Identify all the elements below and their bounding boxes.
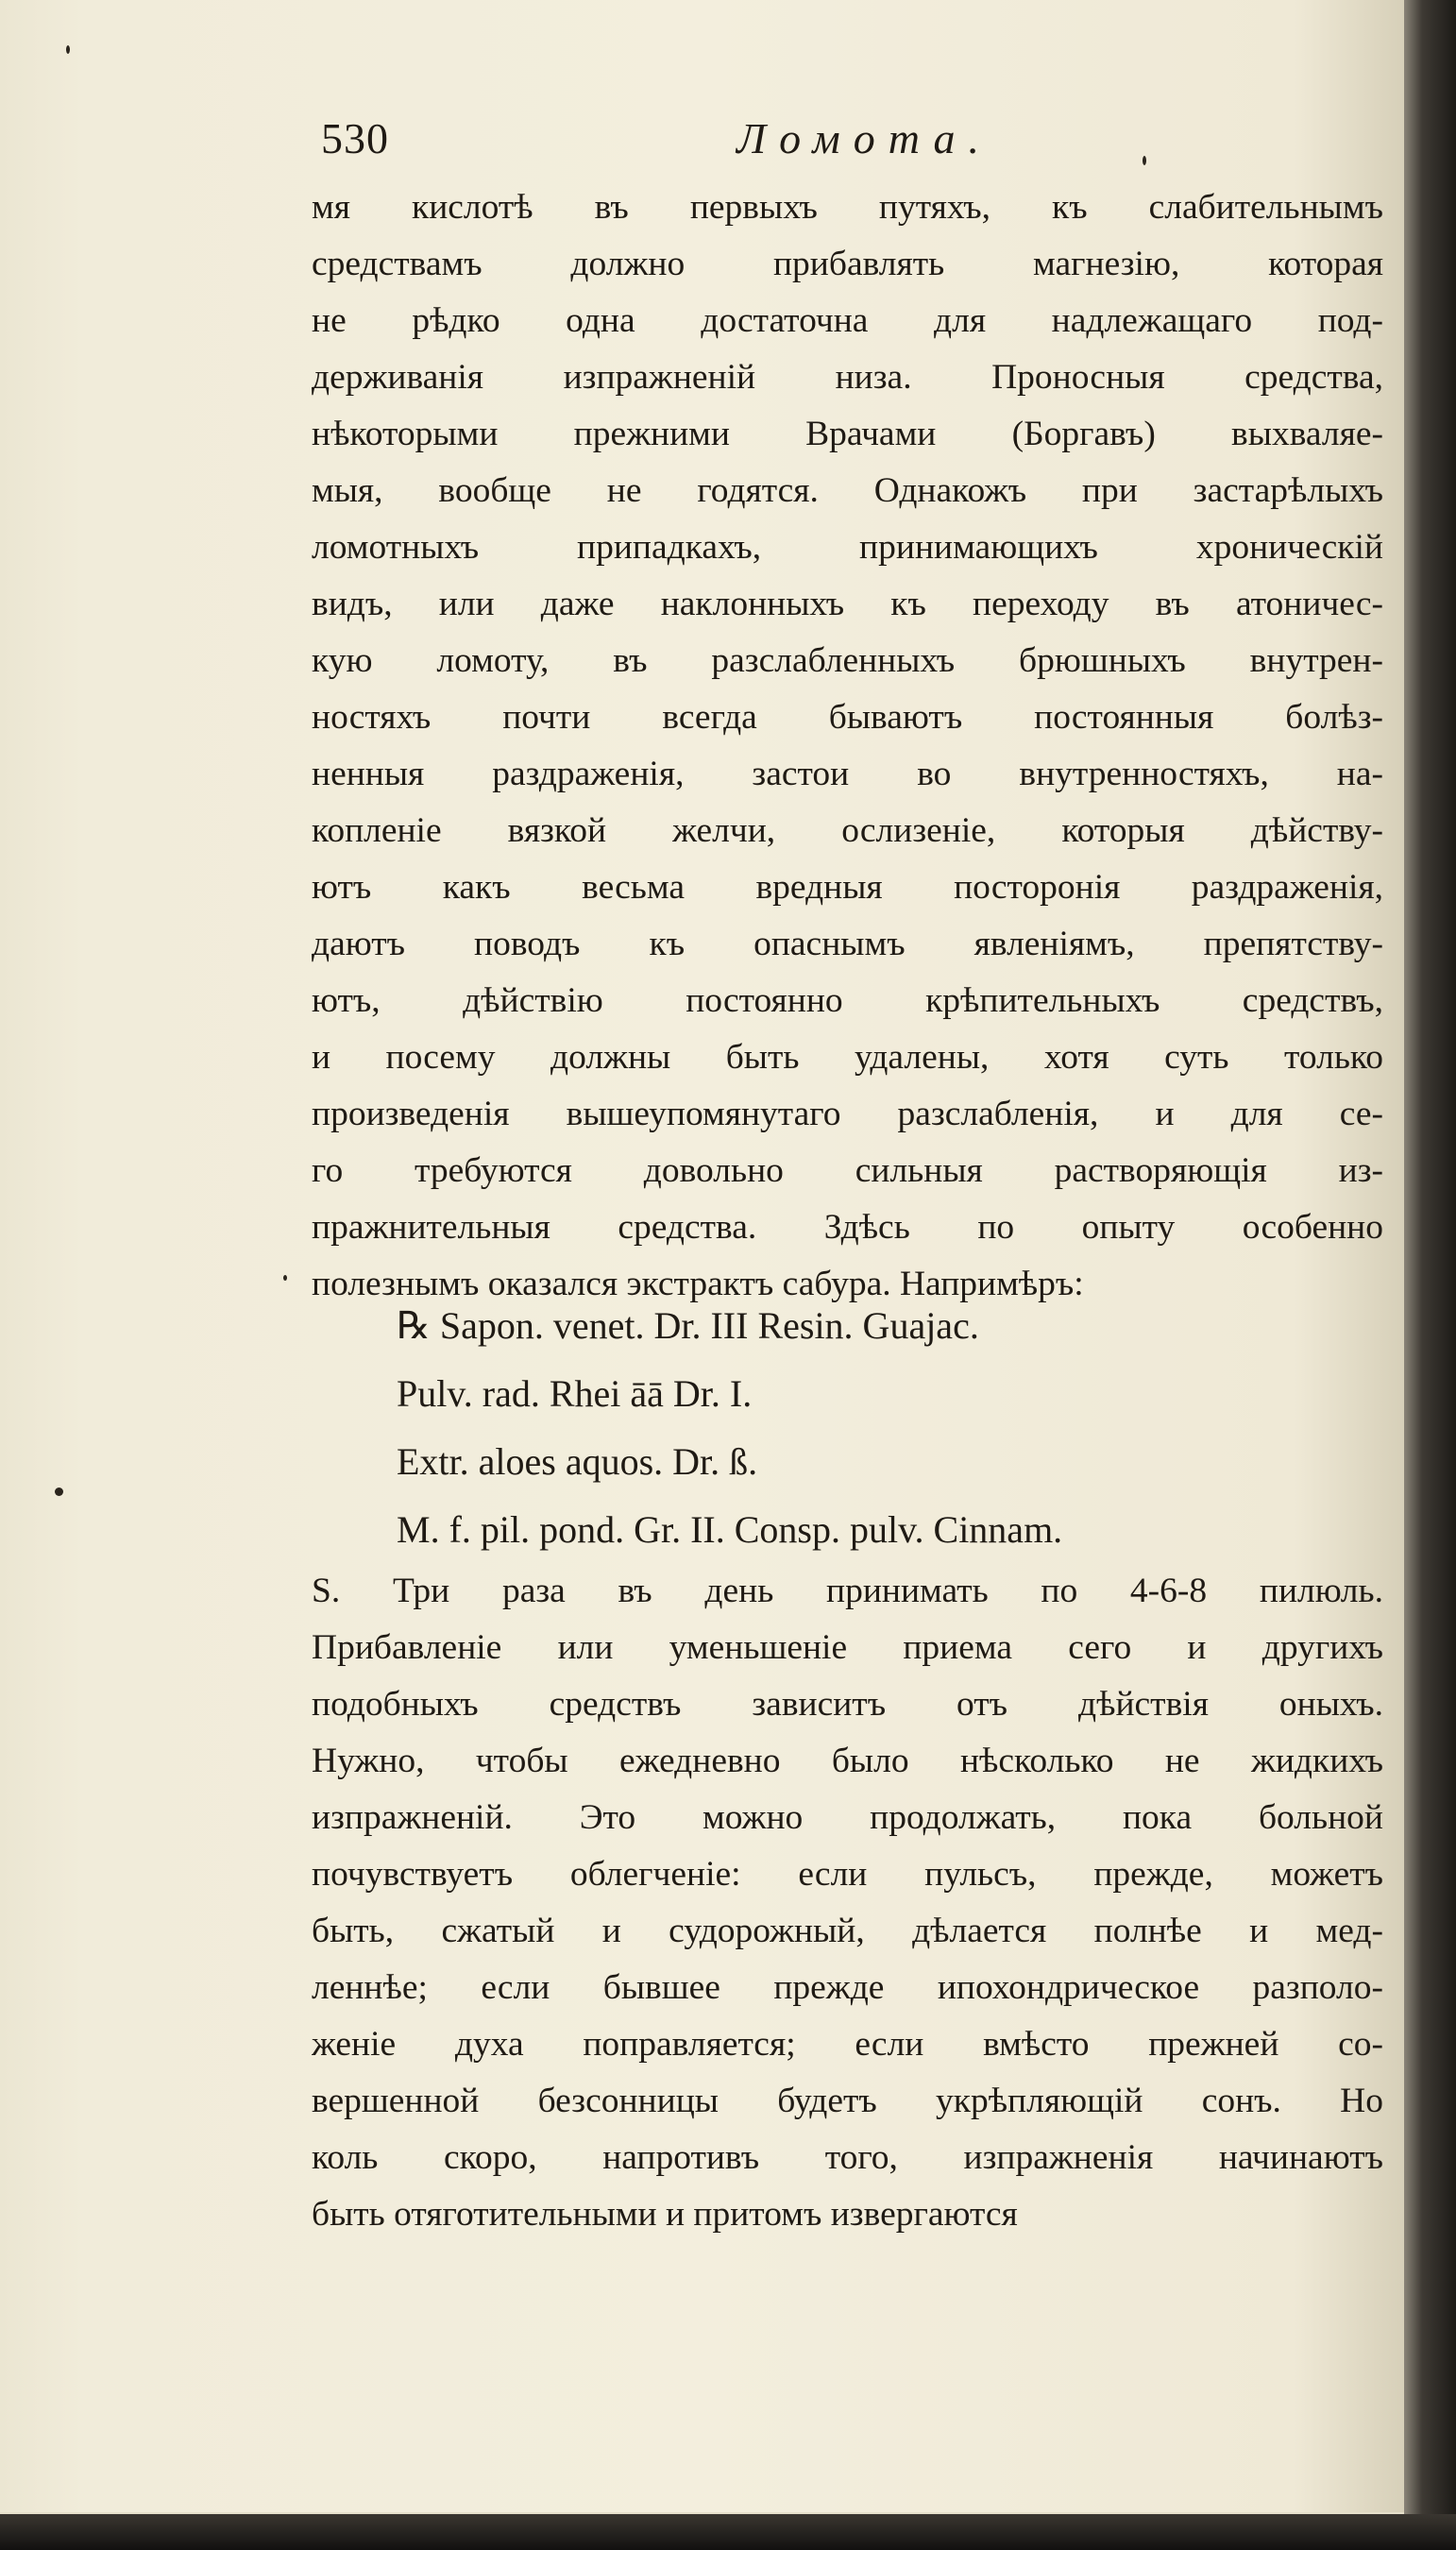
ink-speck — [1143, 156, 1146, 165]
recipe-line: ℞ Sapon. venet. Dr. III Resin. Guajac. — [397, 1304, 979, 1347]
running-head: Ломота. — [736, 114, 993, 162]
ink-speck — [283, 1275, 287, 1281]
recipe-line: M. f. pil. pond. Gr. II. Consp. pulv. Cinnam. — [397, 1508, 1063, 1551]
text-line: женіе духа поправляется; если вмѣсто прежней со- — [312, 2025, 1383, 2064]
text-line: средствамъ должно прибавлять магнезію, которая — [312, 245, 1383, 283]
text-line: не рѣдко одна достаточна для надлежащаго под- — [312, 301, 1383, 340]
ink-speck — [55, 1488, 63, 1496]
page-number: 530 — [321, 114, 389, 162]
text-line: леннѣе; если бывшее прежде ипохондрическое разполо- — [312, 1968, 1383, 2007]
text-line: ютъ какъ весьма вредныя посторонія раздраженія, — [312, 868, 1383, 907]
text-line: копленіе вязкой желчи, ослизеніе, которыя дѣйству- — [312, 811, 1383, 850]
text-line: ненныя раздраженія, застои во внутренностяхъ, на- — [312, 755, 1383, 793]
page-header — [0, 113, 1407, 170]
text-line: кую ломоту, въ разслабленныхъ брюшныхъ внутрен- — [312, 641, 1383, 680]
recipe-line: Pulv. rad. Rhei āā Dr. I. — [397, 1372, 753, 1415]
text-line: мя кислотѣ въ первыхъ путяхъ, къ слабительнымъ — [312, 188, 1383, 227]
text-line: Нужно, чтобы ежедневно было нѣсколько не жидкихъ — [312, 1742, 1383, 1780]
text-line: ютъ, дѣйствію постоянно крѣпительныхъ средствъ, — [312, 981, 1383, 1020]
page-edge-shadow — [1404, 0, 1456, 2550]
ink-speck — [66, 45, 70, 54]
text-line: подобныхъ средствъ зависитъ отъ дѣйствія оныхъ. — [312, 1685, 1383, 1724]
text-line: быть отяготительными и притомъ извергаются — [312, 2195, 1018, 2234]
text-line: держиванія изпражненій низа. Проносныя средства, — [312, 358, 1383, 397]
text-line: вершенной безсонницы будетъ укрѣпляющій сонъ. Но — [312, 2082, 1383, 2120]
text-line: пражнительныя средства. Здѣсь по опыту особенно — [312, 1208, 1383, 1247]
text-line: даютъ поводъ къ опаснымъ явленіямъ, препятству- — [312, 925, 1383, 963]
text-line: произведенія вышеупомянутаго разслабленія, и для се- — [312, 1095, 1383, 1133]
text-line: изпражненій. Это можно продолжать, пока больной — [312, 1798, 1383, 1837]
paragraph-1 — [312, 179, 1383, 1313]
recipe-line: Extr. aloes aquos. Dr. ß. — [397, 1440, 758, 1483]
text-line: коль скоро, напротивъ того, изпражненія начинаютъ — [312, 2138, 1383, 2177]
paragraph-2 — [312, 1563, 1383, 2243]
text-line: быть, сжатый и судорожный, дѣлается полнѣе и мед- — [312, 1912, 1383, 1950]
text-line: полезнымъ оказался экстрактъ сабура. Напримѣръ: — [312, 1265, 1084, 1303]
text-line: ломотныхъ припадкахъ, принимающихъ хроническій — [312, 528, 1383, 567]
text-line: почувствуетъ облегченіе: если пульсъ, прежде, можетъ — [312, 1855, 1383, 1894]
recipe-block — [397, 1292, 1341, 1564]
scan-bottom-edge — [0, 2514, 1456, 2550]
text-line: нѣкоторыми прежними Врачами (Боргавъ) выхваляе- — [312, 415, 1383, 453]
text-line: S. Три раза въ день принимать по 4-6-8 пилюль. — [312, 1572, 1383, 1610]
text-line: Прибавленіе или уменьшеніе приема сего и другихъ — [312, 1628, 1383, 1667]
text-line: видъ, или даже наклонныхъ къ переходу въ атоничес- — [312, 585, 1383, 623]
text-line: мыя, вообще не годятся. Однакожъ при застарѣлыхъ — [312, 471, 1383, 510]
text-line: ностяхъ почти всегда бываютъ постоянныя болѣз- — [312, 698, 1383, 737]
text-line: и посему должны быть удалены, хотя суть только — [312, 1038, 1383, 1077]
text-line: го требуются довольно сильныя растворяющія из- — [312, 1151, 1383, 1190]
